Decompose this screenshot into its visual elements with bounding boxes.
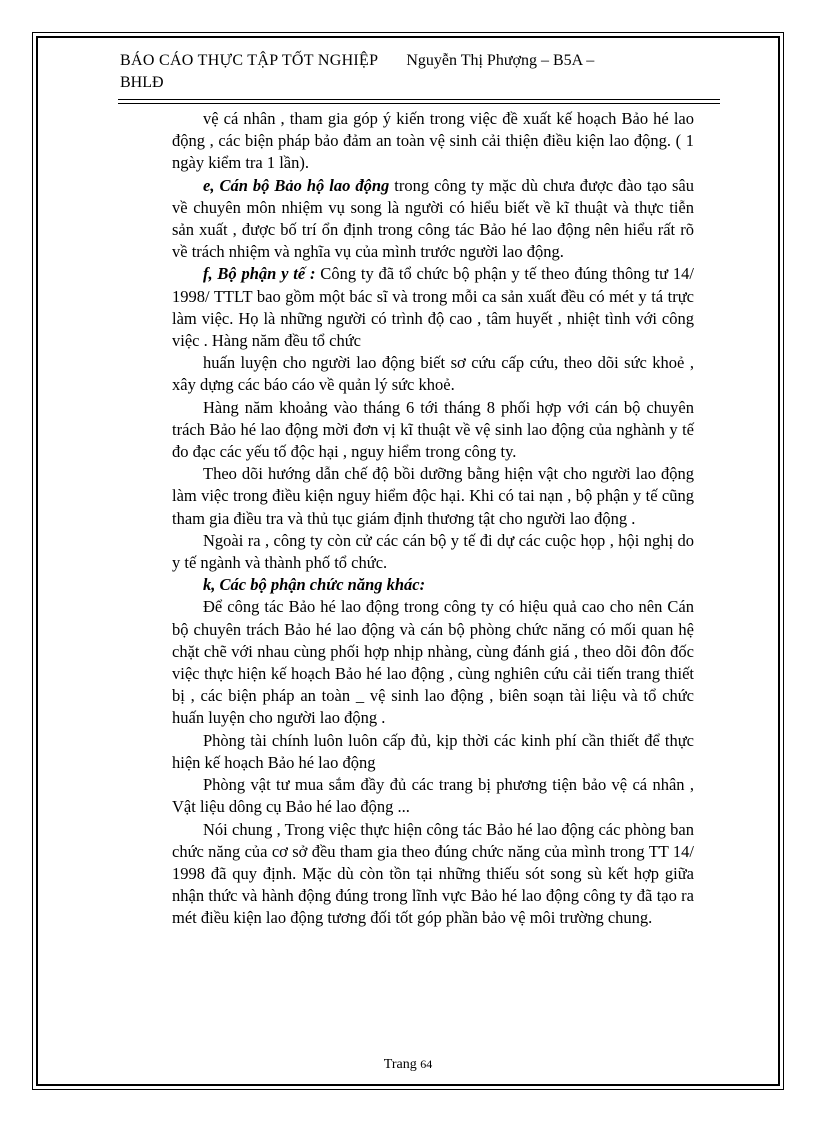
header-rule-top (118, 99, 720, 100)
paragraph: Nói chung , Trong việc thực hiện công tác Bảo hé lao động các phòng ban chức năng của cơ sở đều tham gia theo đúng chức năng của mình trong TT 14/ 1998 đã quy định. Mặc dù còn tồn tại những thiếu sót song sù kết hợp giữa nhận thức và hành động đúng trong lĩnh vực Bảo hé lao động công ty đã tạo ra mét điều kiện lao động tương đối tốt góp phần bảo vệ môi trường chung. (172, 819, 694, 928)
page-header (120, 50, 720, 94)
page-footer (0, 1057, 816, 1073)
paragraph: Để công tác Bảo hé lao động trong công ty có hiệu quả cao cho nên Cán bộ chuyên trách Bảo hé lao động và cán bộ phòng chức năng có mối quan hệ chặt chẽ với nhau cùng phối hợp nhịp nhàng, cùng đánh giá , theo dõi đôn đốc việc thực hiện kế hoạch Bảo hé lao động , cùng nghiên cứu cải tiến trang thiết bị , các biện pháp an toàn _ vệ sinh lao động , biên soạn tài liệu và tổ chức huấn luyện cho người lao động . (172, 597, 694, 728)
page-number: 64 (420, 1057, 433, 1071)
paragraph (172, 574, 694, 596)
paragraph: vệ cá nhân , tham gia góp ý kiến trong việc đề xuất kế hoạch Bảo hé lao động , các biện pháp bảo đảm an toàn vệ sinh cải thiện điều kiện lao động. ( 1 ngày kiểm tra 1 lần). (172, 109, 694, 173)
paragraph: Hàng năm khoảng vào tháng 6 tới tháng 8 phối hợp với cán bộ chuyên trách Bảo hé lao động mời đơn vị kĩ thuật về vệ sinh lao động của nghành y tế đo đạc các yếu tố độc hại , nguy hiểm trong công ty. (172, 397, 694, 462)
paragraph: Phòng vật tư mua sắm đầy đủ các trang bị phương tiện bảo vệ cá nhân , Vật liệu dông cụ Bảo hé lao động ... (172, 775, 694, 817)
paragraph: Ngoài ra , công ty còn cử các cán bộ y tế đi dự các cuộc họp , hội nghị do y tế ngành và thành phố tổ chức. (172, 530, 694, 573)
paragraph: Theo dõi hướng dẫn chế độ bồi dưỡng bằng hiện vật cho người lao động làm việc trong điều kiện nguy hiểm độc hại. Khi có tai nạn , bộ phận y tế cũng tham gia điều tra và thủ tục giám định thương tật cho người lao động . (172, 464, 694, 528)
page-label: Trang (383, 1057, 417, 1072)
paragraph: huấn luyện cho người lao động biết sơ cứu cấp cứu, theo dõi sức khoẻ , xây dựng các báo cáo về quản lý sức khoẻ. (172, 353, 694, 395)
header-rule-bottom (118, 103, 720, 104)
report-title: BÁO CÁO THỰC TẬP TỐT NGHIỆP (120, 52, 379, 69)
paragraph: e, Cán bộ Bảo hộ lao động trong công ty mặc dù chưa được đào tạo sâu về chuyên môn nhiệm vụ song là người có hiểu biết về kĩ thuật và thực tiễn sản xuất , được bố trí ổn định trong công tác Bảo hé lao động nên hiểu rất rõ về trách nhiệm và nghĩa vụ của mình trước người lao động. (172, 175, 695, 262)
paragraph: Phòng tài chính luôn luôn cấp đủ, kịp thời các kinh phí cần thiết để thực hiện kế hoạch Bảo hé lao động (172, 730, 694, 772)
paragraph: f, Bộ phận y tế : Công ty đã tổ chức bộ phận y tế theo đúng thông tư 14/ 1998/ TTLT bao gồm một bác sĩ và trong mỗi ca sản xuất đều có mét y tá trực làm việc. Họ là những người có trình độ cao , tâm huyết , nhiệt tình với công việc . Hàng năm đều tổ chức (172, 264, 694, 351)
section-heading: f, Bộ phận y tế : (203, 264, 316, 284)
author-name: Nguyễn Thị Phượng – B5A – (406, 52, 595, 69)
body-text (172, 108, 694, 930)
section-heading: k, Các bộ phận chức năng khác: (203, 575, 426, 595)
department: BHLĐ (120, 74, 164, 91)
section-heading: e, Cán bộ Bảo hộ lao động (203, 175, 390, 195)
